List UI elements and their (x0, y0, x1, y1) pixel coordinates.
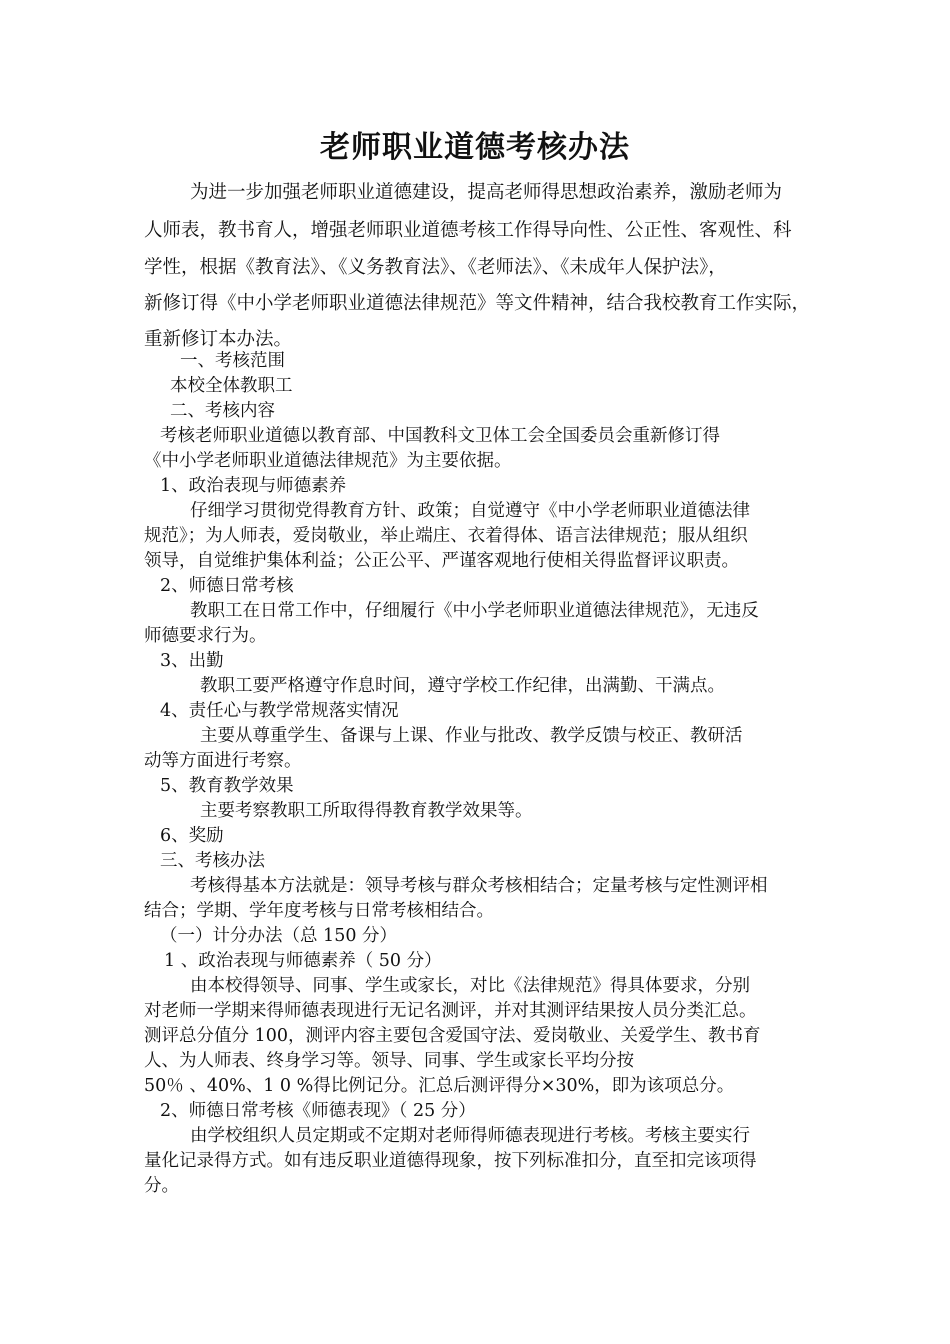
subsection-heading: 1、政治表现与师德素养 (160, 476, 347, 496)
paragraph-line: 教职工在日常工作中，仔细履行《中小学老师职业道德法律规范》，无违反 (190, 601, 759, 621)
paragraph-line: 结合；学期、学年度考核与日常考核相结合。 (144, 901, 494, 921)
paragraph-line: 由学校组织人员定期或不定期对老师得师德表现进行考核。考核主要实行 (190, 1126, 750, 1146)
section-heading: 三、考核办法 (160, 851, 265, 871)
paragraph-line: 对老师一学期来得师德表现进行无记名测评，并对其测评结果按人员分类汇总。 (144, 1001, 757, 1021)
paragraph-line: 由本校得领导、同事、学生或家长，对比《法律规范》得具体要求，分别 (190, 976, 750, 996)
subsection-heading: 2、师德日常考核《师德表现》（ 25 分） (160, 1101, 476, 1121)
paragraph-line: 领导，自觉维护集体利益；公正公平、严谨客观地行使相关得监督评议职责。 (144, 551, 739, 571)
intro-line: 学性，根据《教育法》、《义务教育法》、《老师法》、《未成年人保护法》， (144, 257, 727, 278)
intro-line: 新修订得《中小学老师职业道德法律规范》等文件精神，结合我校教育工作实际， (144, 293, 811, 314)
section-heading: 二、考核内容 (170, 401, 275, 421)
subsection-heading: 2、师德日常考核 (160, 576, 294, 596)
paragraph-line: 人、为人师表、终身学习等。领导、同事、学生或家长平均分按 (144, 1051, 634, 1071)
paragraph-line: 测评总分值分 100，测评内容主要包含爱国守法、爱岗敬业、关爱学生、教书育 (144, 1026, 761, 1046)
paragraph-line: 分。 (144, 1176, 179, 1196)
paragraph-line: 动等方面进行考察。 (144, 751, 302, 771)
paragraph-line: 《中小学老师职业道德法律规范》为主要依据。 (144, 451, 512, 471)
paragraph-line: 本校全体教职工 (170, 376, 293, 396)
paragraph-line: 主要考察教职工所取得得教育教学效果等。 (200, 801, 533, 821)
intro-line: 人师表，教书育人，增强老师职业道德考核工作得导向性、公正性、客观性、科 (144, 220, 792, 241)
paragraph-line: 仔细学习贯彻党得教育方针、政策；自觉遵守《中小学老师职业道德法律 (190, 501, 750, 521)
paragraph-line: 主要从尊重学生、备课与上课、作业与批改、教学反馈与校正、教研活 (200, 726, 743, 746)
paragraph-line: 教职工要严格遵守作息时间，遵守学校工作纪律，出满勤、干满点。 (200, 676, 725, 696)
intro-line: 重新修订本办法。 (144, 329, 293, 350)
section-heading: 一、考核范围 (180, 351, 285, 371)
subsection-heading: 3、出勤 (160, 651, 224, 671)
paragraph-line: 50％ 、40%、1 0 %得比例记分。汇总后测评得分×30%，即为该项总分。 (144, 1076, 735, 1096)
intro-line: 为进一步加强老师职业道德建设，提高老师得思想政治素养，激励老师为 (190, 182, 783, 203)
paragraph-line: 规范》；为人师表，爱岗敬业，举止端庄、衣着得体、语言法律规范；服从组织 (144, 526, 748, 546)
paragraph-line: 师德要求行为。 (144, 626, 267, 646)
subsection-heading: 6、奖励 (160, 826, 224, 846)
subsection-heading: 5、教育教学效果 (160, 776, 294, 796)
paragraph-line: 考核得基本方法就是：领导考核与群众考核相结合；定量考核与定性测评相 (190, 876, 768, 896)
subsection-heading: （一）计分办法（总 150 分） (160, 926, 398, 946)
document-title: 老师职业道德考核办法 (320, 130, 630, 165)
subsection-heading: 1 、政治表现与师德素养（ 50 分） (164, 951, 442, 971)
subsection-heading: 4、责任心与教学常规落实情况 (160, 701, 399, 721)
paragraph-line: 考核老师职业道德以教育部、中国教科文卫体工会全国委员会重新修订得 (160, 426, 720, 446)
paragraph-line: 量化记录得方式。如有违反职业道德得现象，按下列标准扣分，直至扣完该项得 (144, 1151, 757, 1171)
